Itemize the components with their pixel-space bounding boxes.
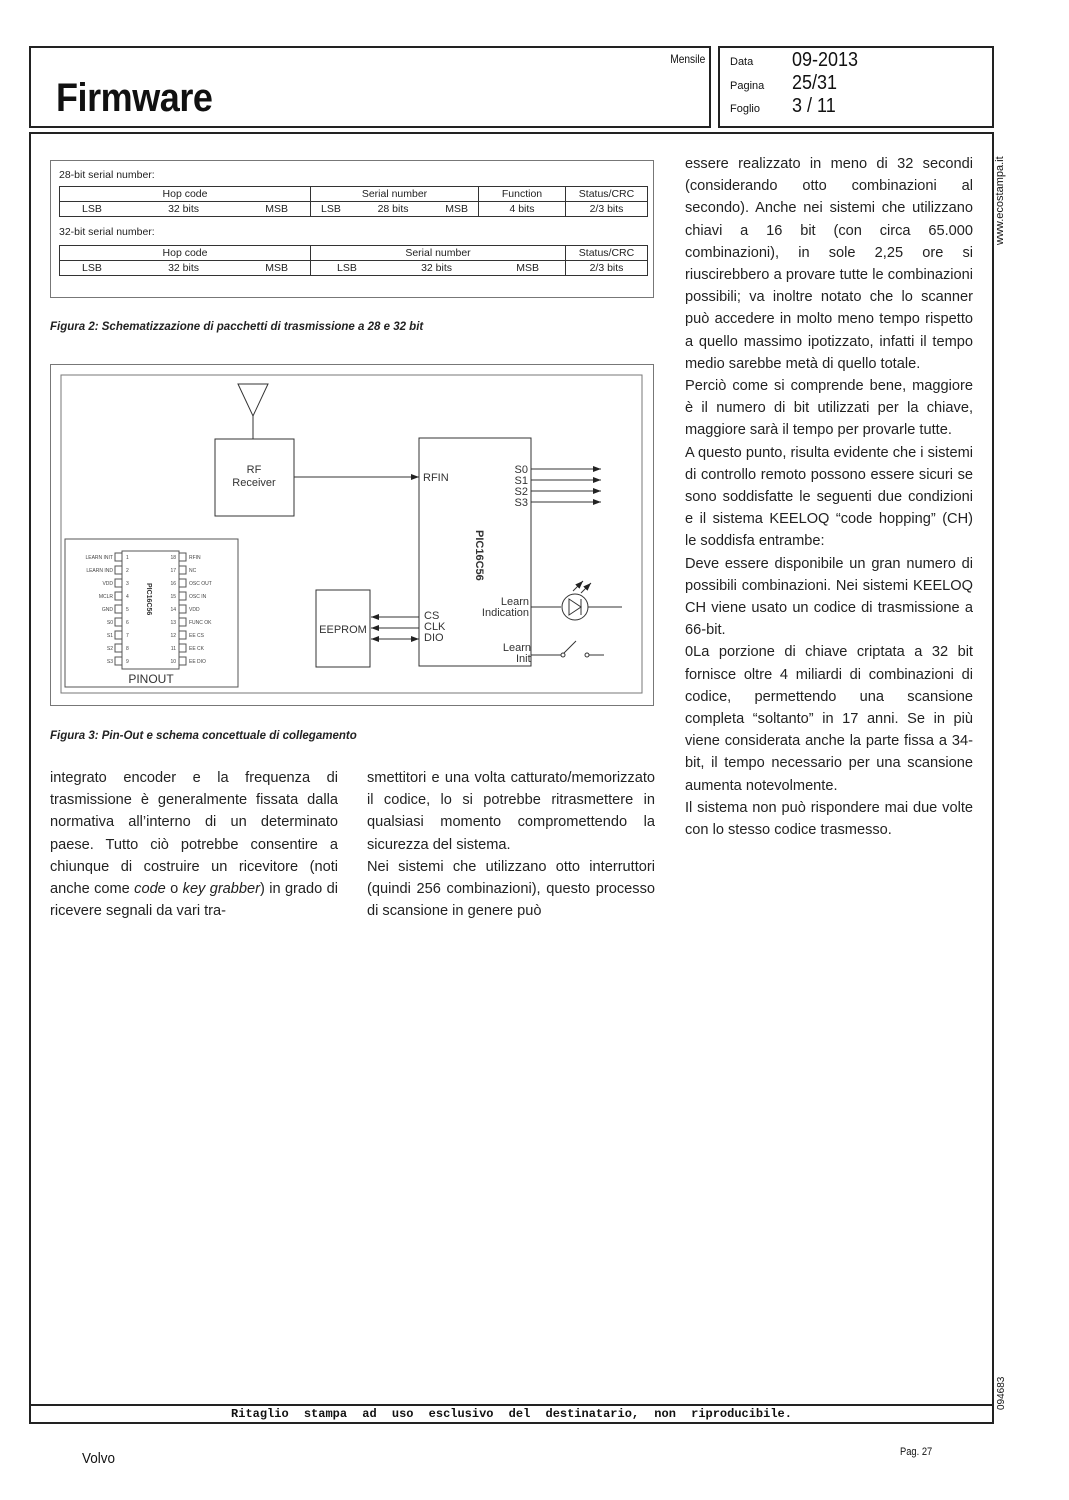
paragraph: smettitori e una volta catturato/memorizzato il codice, lo si potrebbe ritrasmettere in qualsiasi momento compromettendo la sicurezza del sistema. bbox=[367, 770, 655, 853]
cell-function: 4 bits bbox=[479, 202, 566, 217]
pin-name: S2 bbox=[106, 646, 113, 652]
schematic-svg bbox=[51, 365, 653, 705]
pin-right bbox=[170, 592, 206, 600]
table-32bit bbox=[59, 245, 648, 276]
paragraph: 0La porzione di chiave criptata a 32 bit fornisce oltre 4 miliardi di combinazioni di codice, permettendo una scansione completa “soltanto” in 17 anni. Se in più viene considerata anche la parte fissa a 34-bit, il tempo necessario per una scansione aumenta notevolmente. bbox=[685, 644, 973, 794]
pin-name: VDD bbox=[102, 581, 113, 587]
header-status: Status/CRC bbox=[566, 246, 648, 261]
dio-label: DIO bbox=[424, 632, 444, 644]
pin-right bbox=[170, 566, 196, 574]
pin-name: S0 bbox=[106, 620, 113, 626]
pin-name: EE CS bbox=[189, 633, 205, 639]
msb: MSB bbox=[265, 203, 288, 215]
header-hop: Hop code bbox=[60, 246, 311, 261]
text-em: key grabber bbox=[182, 881, 261, 898]
meta-value-pagina: 25/31 bbox=[792, 72, 838, 94]
pin-name: LEARN IND bbox=[86, 568, 113, 574]
bits: 32 bits bbox=[421, 262, 453, 274]
pin-name: LEARN INIT bbox=[85, 555, 113, 561]
paragraph: Perciò come si comprende bene, maggiore è il numero di bit utilizzati per la chiave, maggiore sarà il tempo per provarle tutte. bbox=[685, 378, 973, 439]
side-url-text: www.ecostampa.it bbox=[994, 156, 1006, 245]
pin-right bbox=[170, 605, 200, 613]
frequency-label: Mensile bbox=[669, 52, 705, 66]
pinout-title: PINOUT bbox=[128, 672, 174, 686]
lsb: LSB bbox=[337, 262, 357, 274]
figure-2-packets bbox=[50, 160, 654, 298]
bits: 28 bits bbox=[377, 203, 409, 215]
figure-3-schematic bbox=[50, 364, 654, 706]
pin-number: 9 bbox=[126, 659, 129, 665]
pin-number: 2 bbox=[126, 568, 129, 574]
pin-number: 16 bbox=[170, 581, 176, 587]
paragraph bbox=[50, 767, 338, 922]
pin-number: 17 bbox=[170, 568, 176, 574]
page-number: Pag. 27 bbox=[900, 1446, 933, 1458]
meta-value-foglio: 3 / 11 bbox=[792, 95, 836, 117]
footer-notice: Ritaglio stampa ad uso esclusivo del destinatario, non riproducibile. bbox=[231, 1407, 792, 1421]
pin-number: 14 bbox=[170, 607, 176, 613]
s3-label: S3 bbox=[514, 497, 528, 509]
cell-hop bbox=[60, 202, 311, 217]
pin-left bbox=[107, 631, 129, 639]
text: ) in grado di ricevere segnali da vari tra- bbox=[50, 881, 338, 920]
pinout-chip-label: PIC16C56 bbox=[145, 583, 152, 616]
learn-init-label-1: Learn bbox=[502, 642, 531, 654]
text: integrato encoder e la frequenza di trasmissione è generalmente fissata dalla normativa all’interno di un determinato paese. Tutto ciò potrebbe consentire a chiunque di costruire un ricevitore (noti anche come bbox=[50, 770, 338, 898]
pin-right bbox=[170, 631, 204, 639]
pin-left bbox=[107, 644, 129, 652]
pin-right bbox=[170, 553, 201, 561]
meta-label-data: Data bbox=[730, 56, 754, 68]
pin-name: MCLR bbox=[98, 594, 113, 600]
figure-3-caption: Figura 3: Pin-Out e schema concettuale di collegamento bbox=[50, 730, 357, 742]
paragraph: essere realizzato in meno di 32 secondi (considerando otto combinazioni al secondo). Anche nei sistemi che utilizzano chiavi a 16 bit (con circa 65.000 combinazioni), in sole 2,25 ore si riuscirebbero a provare tutte le combinazioni possibili; va inoltre notato che lo scanner può accedere in molto meno tempo rispetto a quello massimo ipotizzato, infatti il tempo medio sarebbe metà di quello totale. bbox=[685, 156, 973, 372]
pin-name: S1 bbox=[106, 633, 113, 639]
lsb: LSB bbox=[82, 203, 102, 215]
pin-name: FUNC OK bbox=[189, 620, 212, 626]
header-hop: Hop code bbox=[60, 187, 311, 202]
source-name: Volvo bbox=[82, 1450, 116, 1467]
pic-chip-label: PIC16C56 bbox=[473, 530, 485, 581]
paragraph: Deve essere disponibile un gran numero di possibili combinazioni. Nei sistemi KEELOQ CH viene usato un codice di trasmissione a 66-bit. bbox=[685, 555, 973, 639]
pin-right bbox=[170, 579, 211, 587]
pin-number: 4 bbox=[126, 594, 129, 600]
cell-serial bbox=[311, 261, 566, 276]
pins-right bbox=[170, 553, 212, 665]
pin-name: NC bbox=[189, 568, 197, 574]
switch-icon bbox=[531, 641, 604, 657]
pin-name: S3 bbox=[106, 659, 113, 665]
eeprom-label: EEPROM bbox=[319, 624, 367, 636]
pin-number: 11 bbox=[170, 646, 176, 652]
pin-number: 8 bbox=[126, 646, 129, 652]
pin-left bbox=[99, 592, 129, 600]
pin-name: OSC IN bbox=[189, 594, 207, 600]
pin-number: 5 bbox=[126, 607, 129, 613]
pin-number: 15 bbox=[170, 594, 176, 600]
publication-title: Firmware bbox=[56, 76, 213, 120]
inner-frame bbox=[61, 375, 642, 693]
pin-number: 10 bbox=[170, 659, 176, 665]
paragraph: Il sistema non può rispondere mai due volte con lo stesso codice trasmesso. bbox=[685, 799, 973, 839]
pins-left bbox=[85, 553, 129, 665]
pin-number: 1 bbox=[126, 555, 129, 561]
pin-number: 13 bbox=[170, 620, 176, 626]
cs-label: CS bbox=[424, 610, 440, 622]
pin-left bbox=[107, 657, 129, 665]
side-url bbox=[994, 145, 1014, 245]
header-serial: Serial number bbox=[311, 246, 566, 261]
cell-status: 2/3 bits bbox=[566, 261, 648, 276]
msb: MSB bbox=[445, 203, 468, 215]
figure-2-caption: Figura 2: Schematizzazione di pacchetti di trasmissione a 28 e 32 bit bbox=[50, 321, 424, 333]
cell-status: 2/3 bits bbox=[566, 202, 648, 217]
learn-indication-label-2: Indication bbox=[481, 607, 529, 619]
cell-serial bbox=[311, 202, 479, 217]
pin-name: GND bbox=[101, 607, 113, 613]
pin-name: OSC OUT bbox=[189, 581, 212, 587]
learn-init-label-2: Init bbox=[516, 653, 531, 665]
table-28bit-title: 28-bit serial number: bbox=[59, 169, 155, 181]
rfin-label: RFIN bbox=[423, 472, 449, 484]
pin-number: 7 bbox=[126, 633, 129, 639]
rf-receiver-label-2: Receiver bbox=[232, 477, 276, 489]
pin-name: EE DIO bbox=[189, 659, 206, 665]
bits: 32 bits bbox=[168, 203, 200, 215]
table-28bit bbox=[59, 186, 648, 217]
pin-right bbox=[171, 644, 205, 652]
lsb: LSB bbox=[321, 203, 341, 215]
header-serial: Serial number bbox=[311, 187, 479, 202]
pin-name: RFIN bbox=[189, 555, 201, 561]
s1-label: S1 bbox=[514, 475, 528, 487]
column-3 bbox=[685, 153, 973, 841]
pin-left bbox=[85, 553, 129, 561]
pin-left bbox=[102, 605, 129, 613]
side-code-text: 094683 bbox=[996, 1376, 1007, 1410]
msb: MSB bbox=[516, 262, 539, 274]
pin-number: 6 bbox=[126, 620, 129, 626]
text: o bbox=[165, 881, 183, 898]
learn-indication-label-1: Learn bbox=[500, 596, 529, 608]
meta-label-pagina: Pagina bbox=[730, 80, 765, 92]
cell-hop bbox=[60, 261, 311, 276]
pin-left bbox=[107, 618, 129, 626]
bits: 32 bits bbox=[168, 262, 200, 274]
pin-left bbox=[86, 566, 129, 574]
pin-left bbox=[102, 579, 129, 587]
meta-label-foglio: Foglio bbox=[730, 103, 760, 115]
meta-value-data: 09-2013 bbox=[792, 49, 859, 71]
header-status: Status/CRC bbox=[566, 187, 648, 202]
header-title-box bbox=[29, 46, 711, 128]
pin-number: 12 bbox=[170, 633, 176, 639]
output-lines bbox=[515, 464, 601, 509]
led-icon bbox=[531, 581, 622, 620]
lsb: LSB bbox=[82, 262, 102, 274]
pin-number: 3 bbox=[126, 581, 129, 587]
pin-name: VDD bbox=[189, 607, 200, 613]
msb: MSB bbox=[265, 262, 288, 274]
header-meta-box bbox=[718, 46, 994, 128]
s0-label: S0 bbox=[514, 464, 528, 476]
clk-label: CLK bbox=[424, 621, 446, 633]
antenna-icon bbox=[238, 384, 268, 439]
paragraph: Nei sistemi che utilizzano otto interruttori (quindi 256 combinazioni), questo processo di scansione in genere può bbox=[367, 858, 655, 920]
rf-receiver-label-1: RF bbox=[246, 464, 262, 476]
pin-number: 18 bbox=[170, 555, 176, 561]
footer-divider bbox=[31, 1404, 992, 1406]
column-2 bbox=[367, 767, 655, 922]
table-32bit-title: 32-bit serial number: bbox=[59, 226, 155, 238]
pin-right bbox=[170, 657, 206, 665]
side-code bbox=[996, 1370, 1012, 1410]
paragraph: A questo punto, risulta evidente che i sistemi di controllo remoto possono essere sicuri se sono soddisfatte le seguenti due condizioni e il sistema KEELOQ “code hopping” (CH) le soddisfa entrambe: bbox=[685, 444, 973, 550]
pin-name: EE CK bbox=[189, 646, 205, 652]
pin-right bbox=[170, 618, 212, 626]
s2-label: S2 bbox=[514, 486, 528, 498]
column-1 bbox=[50, 767, 338, 922]
text-em: code bbox=[134, 881, 166, 898]
header-function: Function bbox=[479, 187, 566, 202]
